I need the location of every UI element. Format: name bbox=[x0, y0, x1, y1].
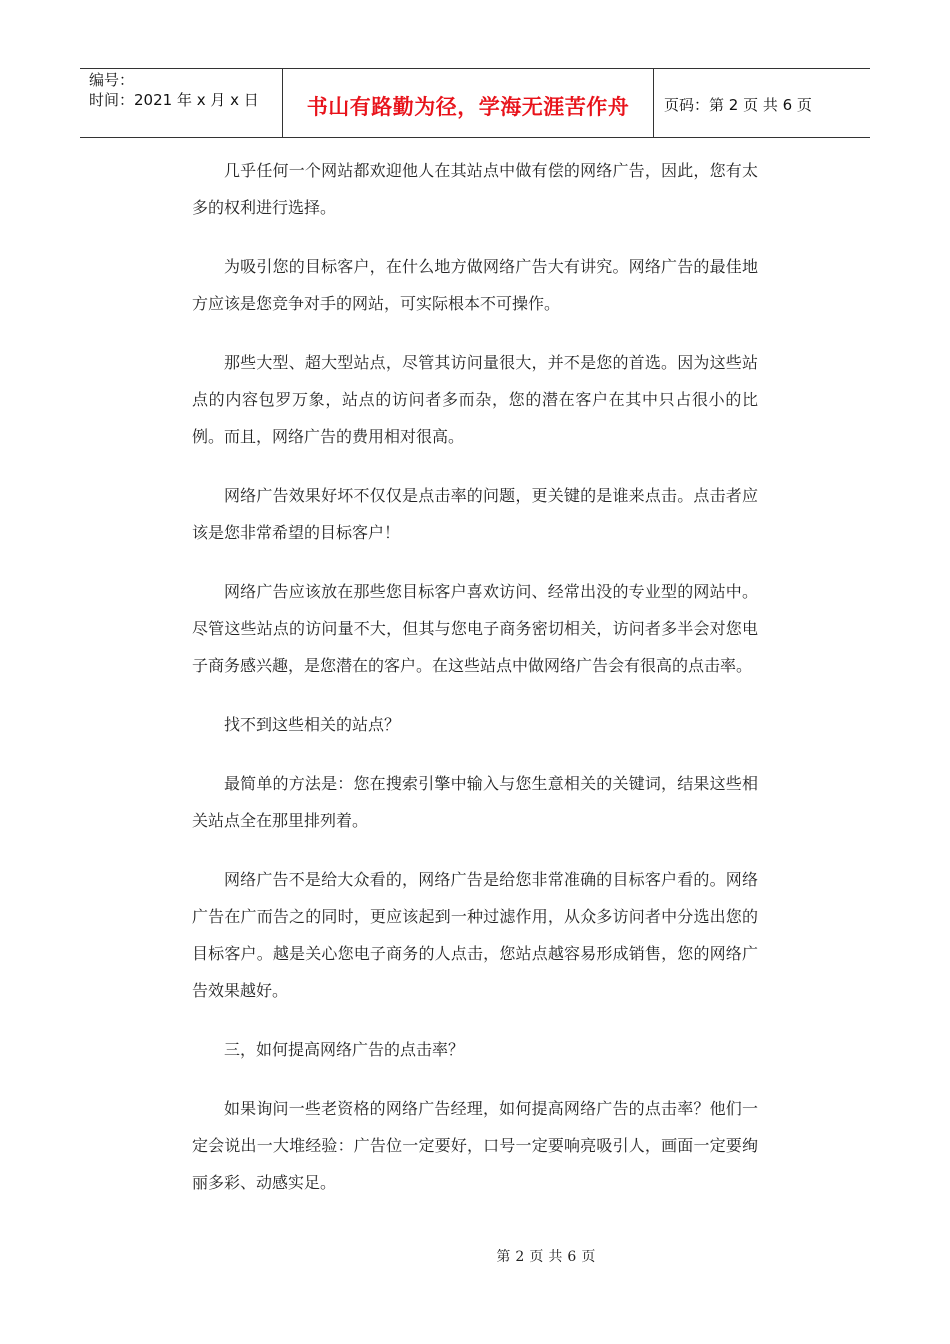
paragraph: 那些大型、超大型站点，尽管其访问量很大，并不是您的首选。因为这些站点的内容包罗万象，站点的访问者多而杂，您的潜在客户在其中只占很小的比例。而且，网络广告的费用相对很高。 bbox=[192, 353, 758, 446]
paragraph: 最简单的方法是：您在搜索引擎中输入与您生意相关的关键词，结果这些相关站点全在那里排列着。 bbox=[192, 774, 758, 830]
paragraph: 网络广告应该放在那些您目标客户喜欢访问、经常出没的专业型的网站中。尽管这些站点的访问量不大，但其与您电子商务密切相关，访问者多半会对您电子商务感兴趣，是您潜在的客户。在这些站点中做网络广告会有很高的点击率。 bbox=[192, 582, 758, 675]
page-info-text: 页码：第 2 页 共 6 页 bbox=[664, 95, 812, 114]
time-label: 时间：2021 年 x 月 x 日 bbox=[89, 91, 259, 109]
page-footer bbox=[0, 1246, 950, 1266]
number-label: 编号： bbox=[89, 71, 135, 89]
document-header bbox=[80, 68, 870, 138]
footer-page-number: 第 2 页 共 6 页 bbox=[496, 1249, 596, 1265]
motto-text: 书山有路勤为径，学海无涯苦作舟 bbox=[306, 95, 630, 119]
paragraph: 网络广告效果好坏不仅仅是点击率的问题，更关键的是谁来点击。点击者应该是您非常希望的目标客户！ bbox=[192, 486, 758, 542]
paragraph: 几乎任何一个网站都欢迎他人在其站点中做有偿的网络广告，因此，您有太多的权利进行选择。 bbox=[192, 161, 758, 217]
paragraph: 为吸引您的目标客户，在什么地方做网络广告大有讲究。网络广告的最佳地方应该是您竞争对手的网站，可实际根本不可操作。 bbox=[192, 257, 758, 313]
document-body bbox=[192, 152, 758, 1223]
header-meta bbox=[80, 69, 282, 137]
header-page-info bbox=[654, 70, 870, 138]
paragraph: 如果询问一些老资格的网络广告经理，如何提高网络广告的点击率？他们一定会说出一大堆经验：广告位一定要好，口号一定要响亮吸引人，画面一定要绚丽多彩、动感实足。 bbox=[192, 1099, 758, 1192]
paragraph: 找不到这些相关的站点？ bbox=[224, 715, 401, 734]
paragraph: 网络广告不是给大众看的，网络广告是给您非常准确的目标客户看的。网络广告在广而告之的同时，更应该起到一种过滤作用，从众多访问者中分选出您的目标客户。越是关心您电子商务的人点击，您站点越容易形成销售，您的网络广告效果越好。 bbox=[192, 870, 758, 1000]
section-heading: 三，如何提高网络广告的点击率？ bbox=[224, 1040, 465, 1059]
header-motto-cell bbox=[282, 69, 654, 137]
